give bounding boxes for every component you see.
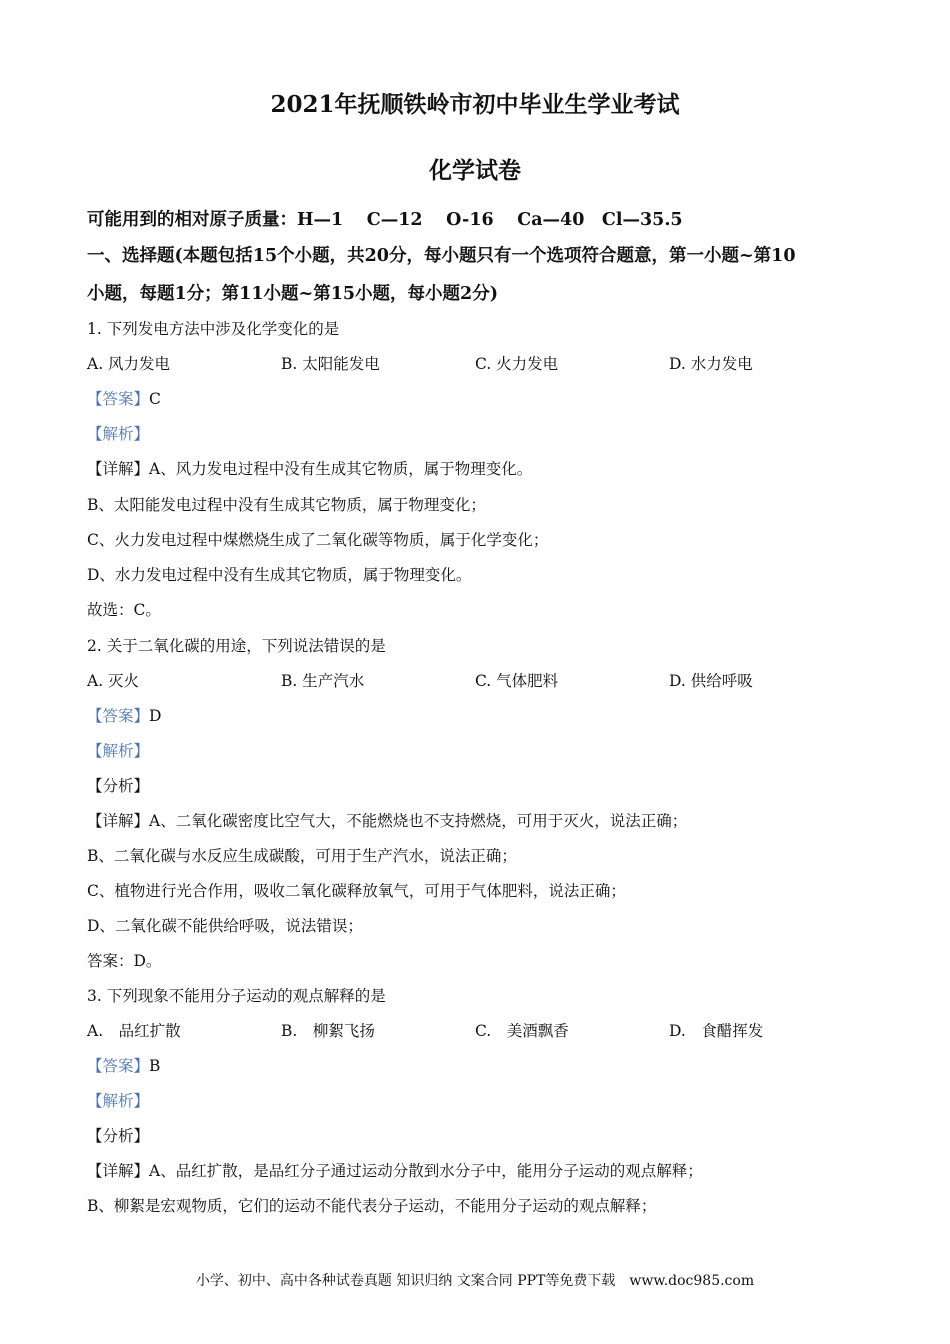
q3-analysis-label: 【解析】 <box>87 1092 150 1110</box>
q1-option-d: D. 水力发电 <box>669 355 753 373</box>
q1-stem: 1. 下列发电方法中涉及化学变化的是 <box>87 320 340 338</box>
q1-option-b: B. 太阳能发电 <box>281 355 380 373</box>
exam-title: 2021年抚顺铁岭市初中毕业生学业考试 <box>270 91 680 118</box>
atomic-mass-line: 可能用到的相对原子质量：H—1 C—12 O-16 Ca—40 Cl—35.5 <box>87 210 683 230</box>
q3-answer-line <box>87 1054 160 1076</box>
detail-label: 【详解】 <box>87 812 150 830</box>
q1-detail-a-line <box>87 457 532 479</box>
q3-answer-value: B <box>149 1057 161 1075</box>
q1-detail-c: C、火力发电过程中煤燃烧生成了二氧化碳等物质，属于化学变化； <box>87 531 549 549</box>
q2-detail-d: D、二氧化碳不能供给呼吸，说法错误； <box>87 917 363 935</box>
answer-label: 【答案】 <box>87 707 150 725</box>
q1-conclusion: 故选：C。 <box>87 601 161 619</box>
q3-option-d: D. 食醋挥发 <box>669 1022 764 1040</box>
q3-option-b: B. 柳絮飞扬 <box>281 1022 375 1040</box>
q2-answer-value: D <box>149 707 162 725</box>
q3-option-c: C. 美酒飘香 <box>475 1022 569 1040</box>
q2-option-d: D. 供给呼吸 <box>669 672 753 690</box>
q2-option-a: A. 灭火 <box>87 672 140 690</box>
section-intro-line-1: 一、选择题(本题包括15个小题，共20分，每小题只有一个选项符合题意，第一小题~第10 <box>87 246 796 266</box>
q1-answer-line <box>87 387 161 409</box>
q1-detail-a: A、风力发电过程中没有生成其它物质，属于物理变化。 <box>149 460 533 478</box>
section-intro-line-2: 小题，每题1分；第11小题~第15小题，每小题2分) <box>87 284 499 304</box>
q1-option-a: A. 风力发电 <box>87 355 171 373</box>
q2-detail-c: C、植物进行光合作用，吸收二氧化碳释放氧气，可用于气体肥料，说法正确； <box>87 882 626 900</box>
q3-detail-b: B、柳絮是宏观物质，它们的运动不能代表分子运动，不能用分子运动的观点解释； <box>87 1197 657 1215</box>
q2-detail-a: A、二氧化碳密度比空气大，不能燃烧也不支持燃烧，可用于灭火，说法正确； <box>149 812 688 830</box>
q2-detail-a-line <box>87 809 687 831</box>
page-footer: 小学、初中、高中各种试卷真题 知识归纳 文案合同 PPT等免费下载 www.doc985.com <box>195 1273 755 1289</box>
detail-label: 【详解】 <box>87 1162 150 1180</box>
q2-conclusion: 答案：D。 <box>87 952 162 970</box>
q3-detail-a-line <box>87 1159 703 1181</box>
q3-fenxi-label: 【分析】 <box>87 1127 150 1145</box>
q1-option-c: C. 火力发电 <box>475 355 559 373</box>
q2-analysis-label: 【解析】 <box>87 742 150 760</box>
q3-detail-a: A、品红扩散，是品红分子通过运动分散到水分子中，能用分子运动的观点解释； <box>149 1162 703 1180</box>
q2-answer-line <box>87 704 161 726</box>
q3-option-a: A. 品红扩散 <box>87 1022 181 1040</box>
q2-stem: 2. 关于二氧化碳的用途，下列说法错误的是 <box>87 637 386 655</box>
q1-detail-d: D、水力发电过程中没有生成其它物质，属于物理变化。 <box>87 566 472 584</box>
q1-analysis-label: 【解析】 <box>87 425 150 443</box>
detail-label: 【详解】 <box>87 460 150 478</box>
answer-label: 【答案】 <box>87 1057 150 1075</box>
q2-detail-b: B、二氧化碳与水反应生成碳酸，可用于生产汽水，说法正确； <box>87 847 517 865</box>
answer-label: 【答案】 <box>87 390 150 408</box>
q1-answer-value: C <box>149 390 161 408</box>
q2-option-b: B. 生产汽水 <box>281 672 365 690</box>
exam-subtitle: 化学试卷 <box>429 157 521 184</box>
q3-stem: 3. 下列现象不能用分子运动的观点解释的是 <box>87 987 386 1005</box>
q2-option-c: C. 气体肥料 <box>475 672 559 690</box>
q1-detail-b: B、太阳能发电过程中没有生成其它物质，属于物理变化； <box>87 496 486 514</box>
q2-fenxi-label: 【分析】 <box>87 777 150 795</box>
